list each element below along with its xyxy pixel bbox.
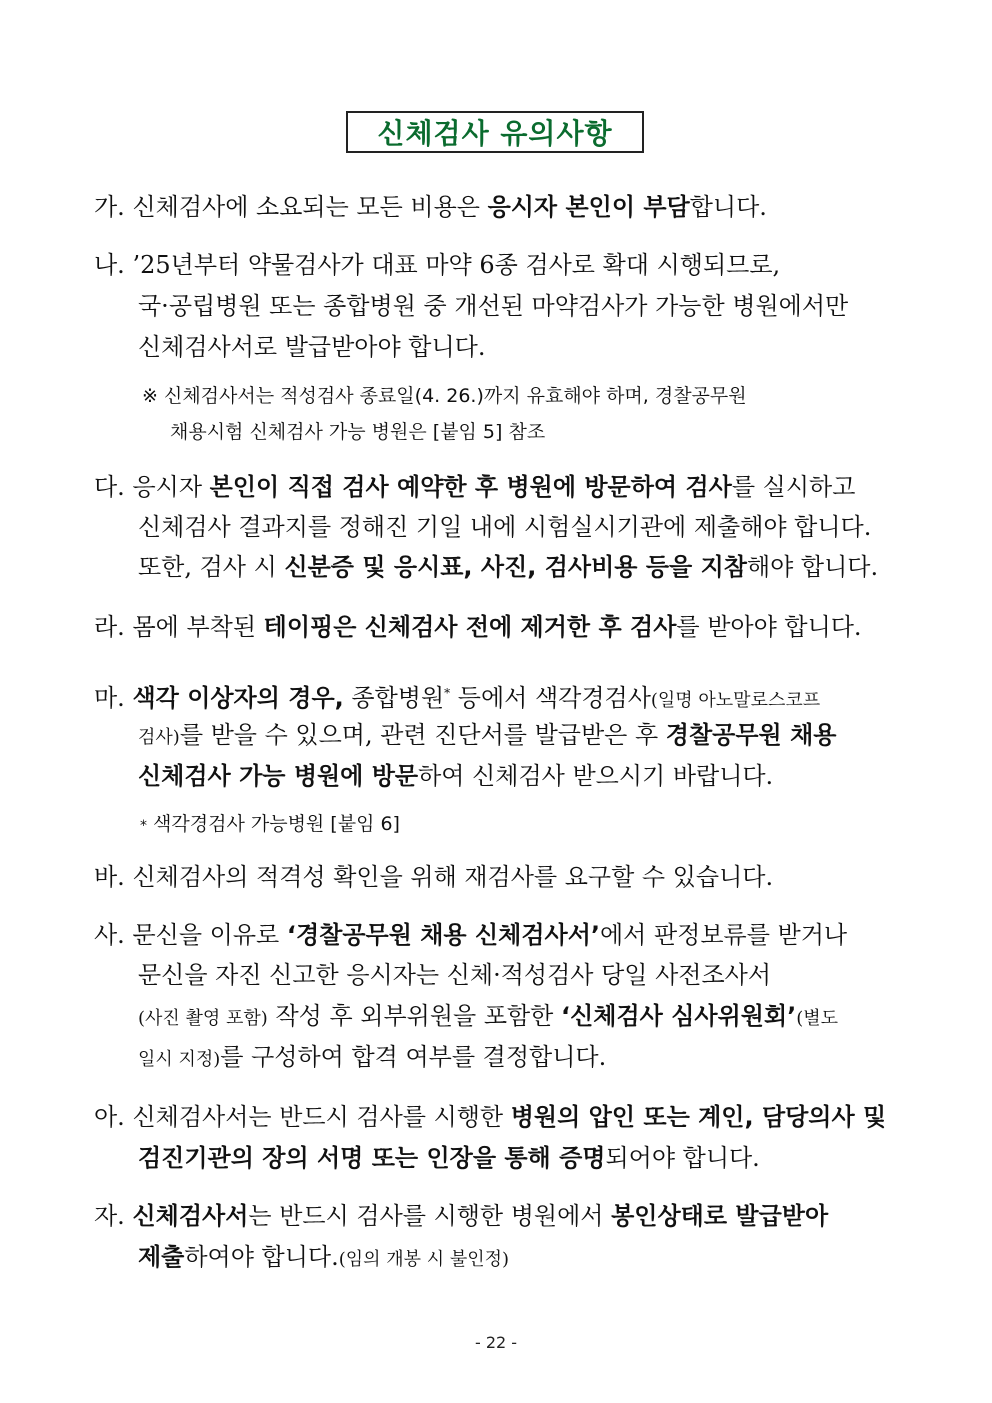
item-da-text3: 또한, 검사 시 (138, 553, 285, 581)
item-na-label: 나. (94, 251, 125, 279)
item-ga-bold1: 응시자 본인이 부담 (487, 193, 690, 221)
item-ja-line2 (138, 1241, 904, 1276)
item-ma-small2: 검사) (138, 727, 180, 748)
item-a-text1: 신체검사서는 반드시 검사를 시행한 (132, 1103, 511, 1131)
item-sa-text4: 를 구성하여 합격 여부를 결정합니다. (220, 1043, 607, 1071)
item-ja-small1: (임의 개봉 시 불인정) (338, 1249, 510, 1270)
item-na-line2: 국·공립병원 또는 종합병원 중 개선된 마약검사가 가능한 병원에서만 (138, 292, 849, 320)
item-ja-label: 자. (94, 1202, 125, 1230)
item-da-bold2: 신분증 및 응시표, 사진, 검사비용 등을 지참 (284, 553, 747, 581)
item-ra-bold1: 테이핑은 신체검사 전에 제거한 후 검사 (263, 613, 677, 641)
item-ba-label: 바. (94, 863, 125, 891)
item-ja-text1: 는 반드시 검사를 시행한 병원에서 (248, 1202, 612, 1230)
item-da-text1: 응시자 (132, 473, 210, 501)
item-sa-text2: 에서 판정보류를 받거나 (600, 921, 848, 949)
item-ga-text1: 신체검사에 소요되는 모든 비용은 (132, 193, 488, 221)
item-sa-text3: 작성 후 외부위원을 포함한 (267, 1002, 561, 1030)
item-a-line1 (94, 1101, 904, 1133)
title-box (346, 111, 644, 153)
item-ma-text2: 등에서 색각경검사 (450, 684, 651, 712)
item-na-note-line2: 채용시험 신체검사 가능 병원은 [붙임 5] 참조 (170, 421, 546, 443)
item-na-line3: 신체검사서로 발급받아야 합니다. (138, 333, 486, 361)
item-sa-line1 (94, 919, 904, 951)
item-ra-line1 (94, 611, 904, 643)
item-ma-bold1: 색각 이상자의 경우, (132, 684, 344, 712)
item-da-text4: 해야 합니다. (746, 553, 879, 581)
item-da-line3 (138, 551, 904, 583)
item-sa-line3 (138, 1000, 904, 1035)
item-ra-text2: 를 받아야 합니다. (676, 613, 862, 641)
item-ma-small1: (일명 아노말로스코프 (650, 690, 821, 711)
item-sa-line2: 문신을 자진 신고한 응시자는 신체·적성검사 당일 사전조사서 (138, 961, 772, 989)
item-ja-bold1: 신체검사서 (132, 1202, 249, 1230)
item-ga-line1 (94, 191, 904, 223)
item-ja-line1 (94, 1200, 904, 1232)
item-ma-bold2: 경찰공무원 채용 (665, 721, 837, 749)
item-ga-text2: 합니다. (689, 193, 767, 221)
item-a-bold2: 검진기관의 장의 서명 또는 인장을 통해 증명 (138, 1144, 606, 1172)
page-title: 신체검사 유의사항 (377, 117, 613, 150)
item-ja-text2: 하여야 합니다. (184, 1243, 339, 1271)
footnote-mark: * (140, 818, 147, 834)
item-da-label: 다. (94, 473, 125, 501)
item-ra-text1: 몸에 부착된 (132, 613, 264, 641)
item-da-line2: 신체검사 결과지를 정해진 기일 내에 시험실시기관에 제출해야 합니다. (138, 513, 872, 541)
item-sa-small2: (별도 (796, 1008, 839, 1029)
item-ma-line3 (138, 760, 904, 792)
item-da-bold1: 본인이 직접 검사 예약한 후 병원에 방문하여 검사 (209, 473, 732, 501)
item-sa-small3: 일시 지정) (138, 1049, 221, 1070)
item-ma-label: 마. (94, 684, 125, 712)
item-na-note-line1 (142, 382, 747, 410)
item-a-label: 아. (94, 1103, 125, 1131)
item-ra-label: 라. (94, 613, 125, 641)
item-ma-bold3: 신체검사 가능 병원에 방문 (138, 762, 419, 790)
note-mark: ※ (142, 385, 158, 407)
item-ma-sup: * (444, 686, 451, 700)
item-ma-footnote (140, 810, 400, 840)
item-sa-label: 사. (94, 921, 125, 949)
item-ma-text4: 하여 신체검사 받으시기 바랍니다. (418, 762, 774, 790)
item-ma-text3: 를 받을 수 있으며, 관련 진단서를 발급받은 후 (179, 721, 666, 749)
item-ja-bold3: 제출 (138, 1243, 185, 1271)
item-na-line1 (94, 249, 904, 281)
item-ma-text1: 종합병원 (343, 684, 445, 712)
item-a-text2: 되어야 합니다. (605, 1144, 760, 1172)
item-ma-line1 (94, 677, 904, 717)
item-sa-text1: 문신을 이유로 (132, 921, 287, 949)
item-da-line1 (94, 471, 904, 503)
item-sa-small1: (사진 촬영 포함) (138, 1008, 268, 1029)
item-ga-label: 가. (94, 193, 125, 221)
item-da-text2: 를 실시하고 (731, 473, 856, 501)
item-ba-text1: 신체검사의 적격성 확인을 위해 재검사를 요구할 수 있습니다. (132, 863, 774, 891)
item-ma-line2 (138, 719, 904, 754)
item-a-bold1: 병원의 압인 또는 계인, 담당의사 및 (510, 1103, 887, 1131)
item-a-line2 (138, 1142, 904, 1174)
page-number: - 22 - (474, 1333, 518, 1352)
item-sa-bold1: ‘경찰공무원 채용 신체검사서’ (286, 921, 600, 949)
item-na-note-text1: 신체검사서는 적성검사 종료일(4. 26.)까지 유효해야 하며, 경찰공무원 (163, 385, 747, 407)
item-ba-line1 (94, 861, 904, 893)
item-sa-line4 (138, 1041, 904, 1076)
item-ja-bold2: 봉인상태로 발급받아 (611, 1202, 829, 1230)
item-sa-bold2: ‘신체검사 심사위원회’ (561, 1002, 797, 1030)
item-ma-footnote-text: 색각경검사 가능병원 [붙임 6] (153, 813, 400, 835)
item-na-text1: ’25년부터 약물검사가 대표 마약 6종 검사로 확대 시행되므로, (132, 251, 781, 279)
